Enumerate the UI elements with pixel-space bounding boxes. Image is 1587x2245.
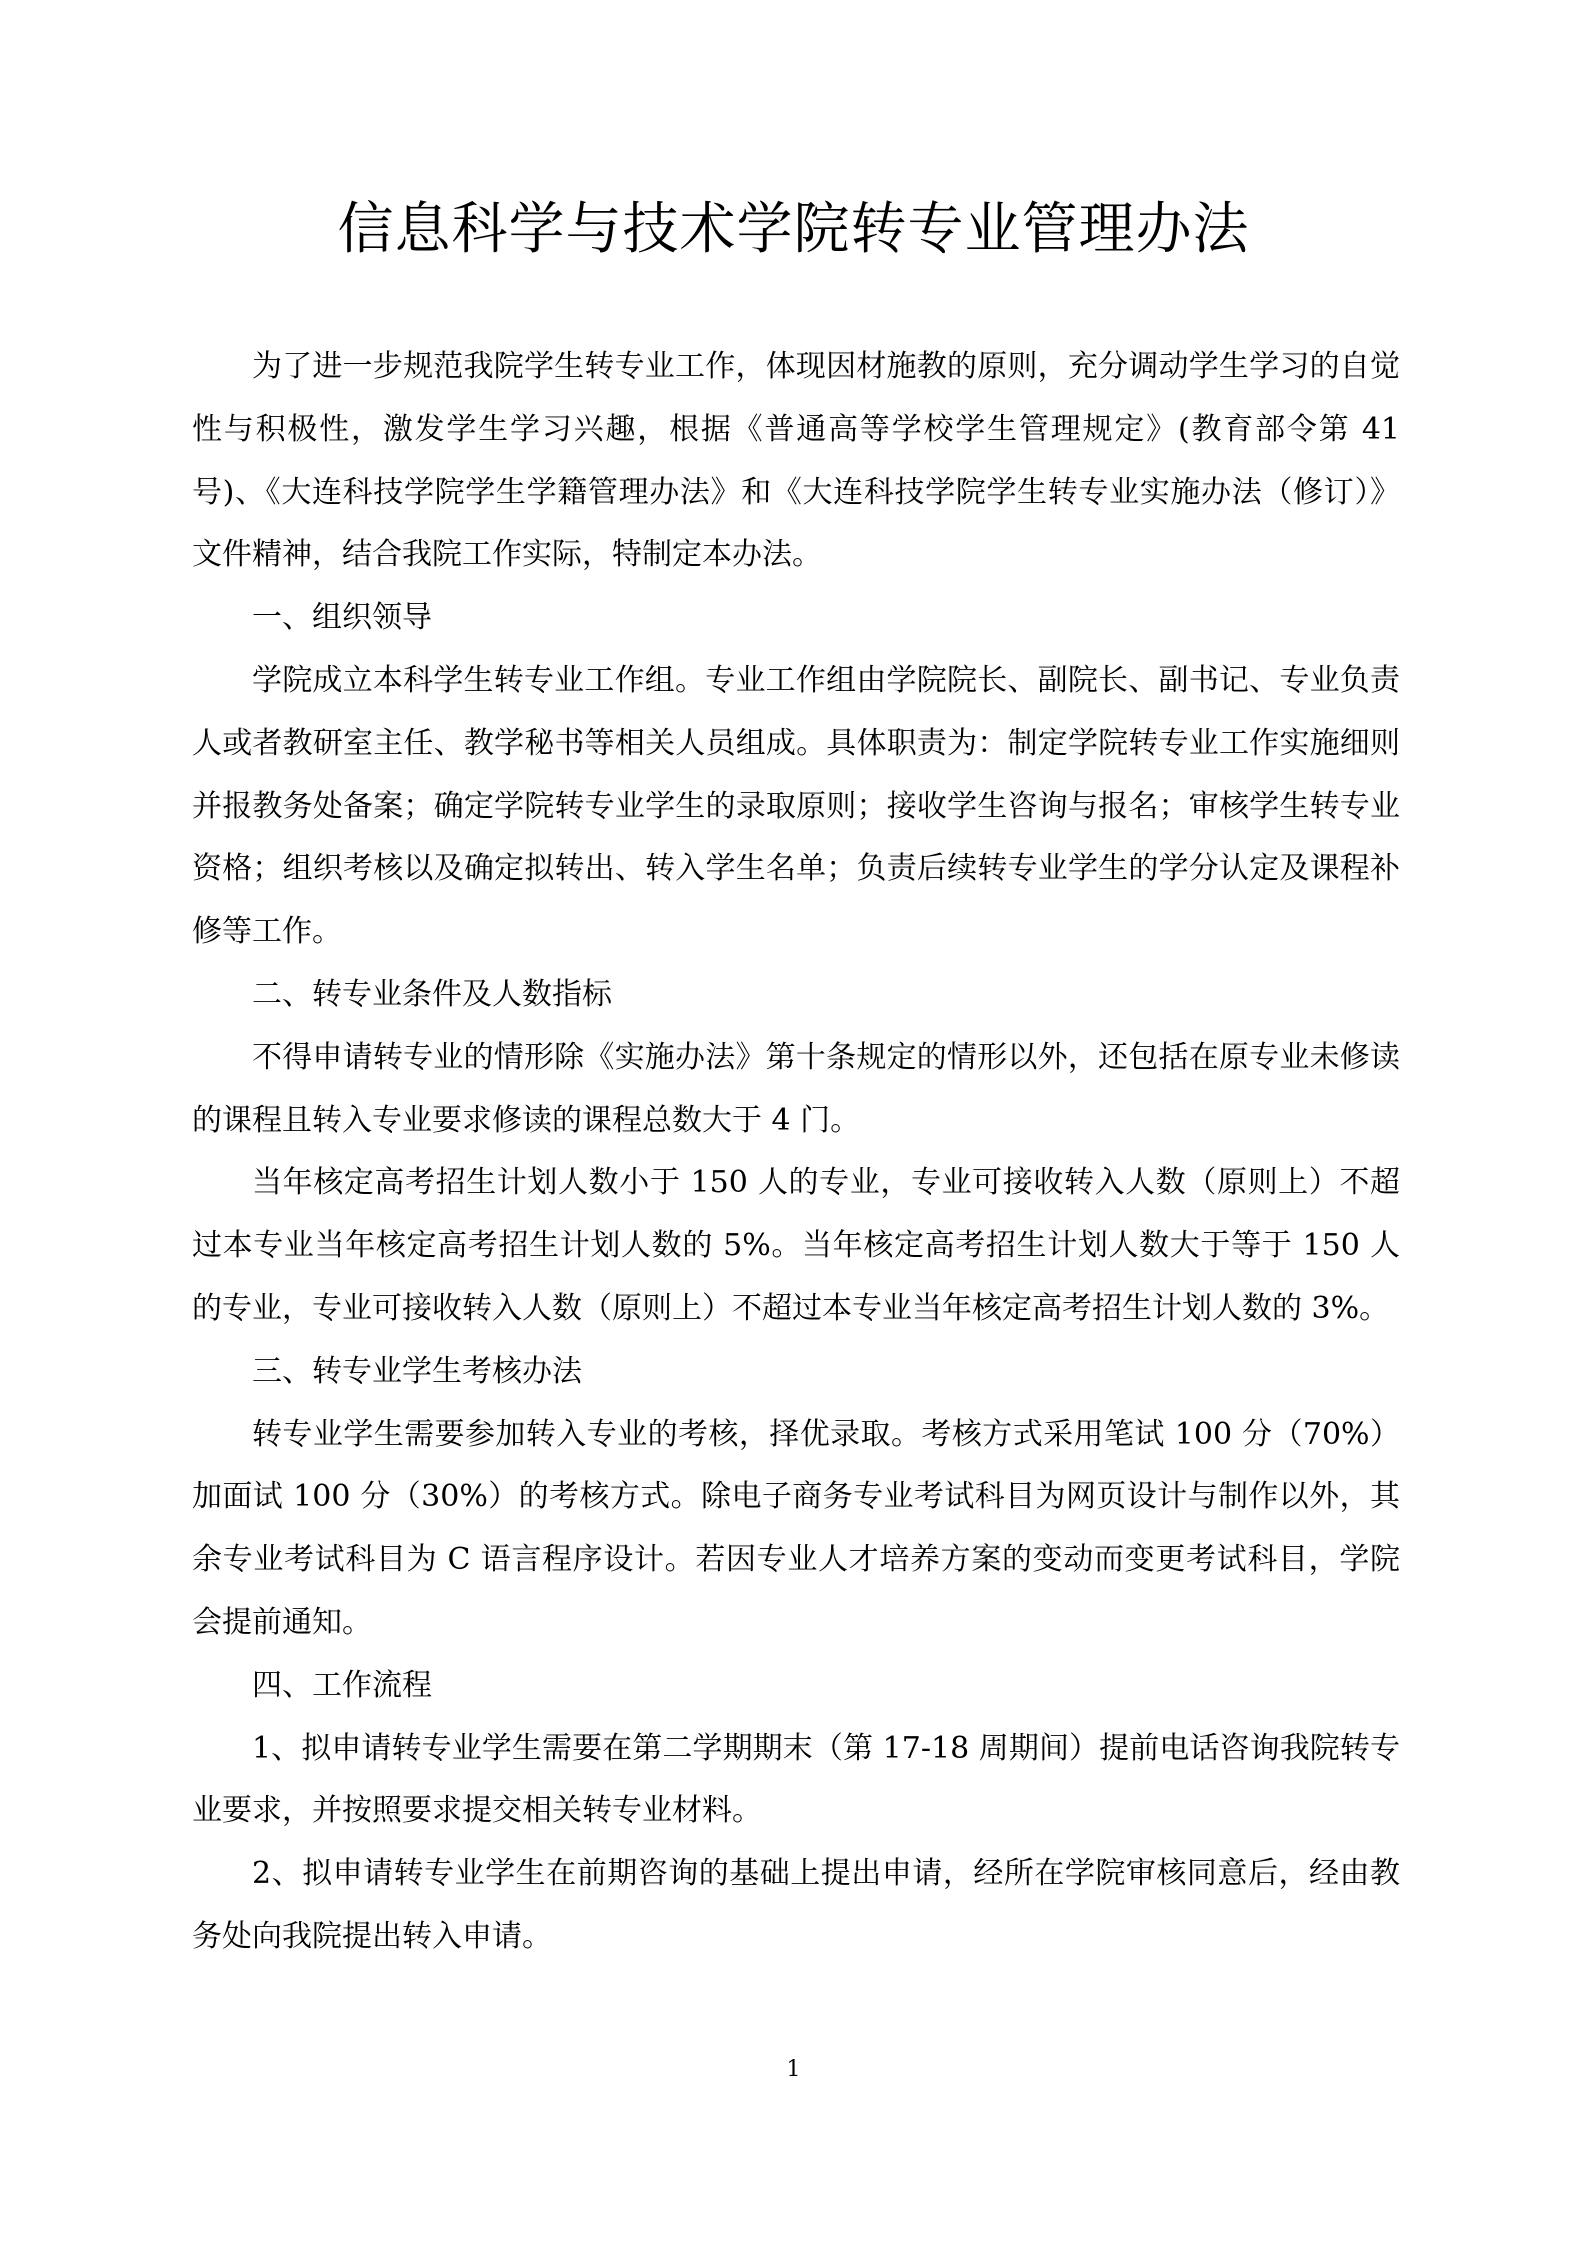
document-title: 信息科学与技术学院转专业管理办法 [337,197,1250,262]
section-heading-assessment: 三、转专业学生考核办法 [252,1353,582,1389]
paragraph-conditions-quota: 当年核定高考招生计划人数小于 150 人的专业，专业可接收转入人数（原则上）不超过本专业当年核定高考招生计划人数的 5%。当年核定高考招生计划人数大于等于 150 人的专业，专业可接收转入人数（原则上）不超过本专业当年核定高考招生计划人数的 3%。 [192,1165,1400,1326]
paragraph-intro: 为了进一步规范我院学生转专业工作，体现因材施教的原则，充分调动学生学习的自觉性与积极性，激发学生学习兴趣，根据《普通高等学校学生管理规定》(教育部令第 41 号)、《大连科技学院学生学籍管理办法》和《大连科技学院学生转专业实施办法（修订）》文件精神，结合我院工作实际，特制定本办法。 [192,349,1400,573]
paragraph-workflow-step-1: 1、拟申请转专业学生需要在第二学期期末（第 17-18 周期间）提前电话咨询我院转专业要求，并按照要求提交相关转专业材料。 [192,1730,1400,1829]
paragraph-conditions-restrictions: 不得申请转专业的情形除《实施办法》第十条规定的情形以外，还包括在原专业未修读的课程且转入专业要求修读的课程总数大于 4 门。 [192,1039,1400,1138]
paragraph-assessment: 转专业学生需要参加转入专业的考核，择优录取。考核方式采用笔试 100 分（70%）加面试 100 分（30%）的考核方式。除电子商务专业考试科目为网页设计与制作以外，其余专业考试科目为 C 语言程序设计。若因专业人才培养方案的变动而变更考试科目，学院会提前通知。 [192,1416,1400,1640]
section-heading-workflow: 四、工作流程 [252,1667,432,1703]
section-heading-organization: 一、组织领导 [252,600,432,636]
paragraph-organization: 学院成立本科学生转专业工作组。专业工作组由学院院长、副院长、副书记、专业负责人或者教研室主任、教学秘书等相关人员组成。具体职责为：制定学院转专业工作实施细则并报教务处备案；确定学院转专业学生的录取原则；接收学生咨询与报名；审核学生转专业资格；组织考核以及确定拟转出、转入学生名单；负责后续转专业学生的学分认定及课程补修等工作。 [192,662,1400,950]
page-number: 1 [786,2057,801,2082]
section-heading-conditions: 二、转专业条件及人数指标 [252,976,612,1012]
paragraph-workflow-step-2: 2、拟申请转专业学生在前期咨询的基础上提出申请，经所在学院审核同意后，经由教务处向我院提出转入申请。 [192,1856,1400,1954]
document-body [192,336,1400,1969]
